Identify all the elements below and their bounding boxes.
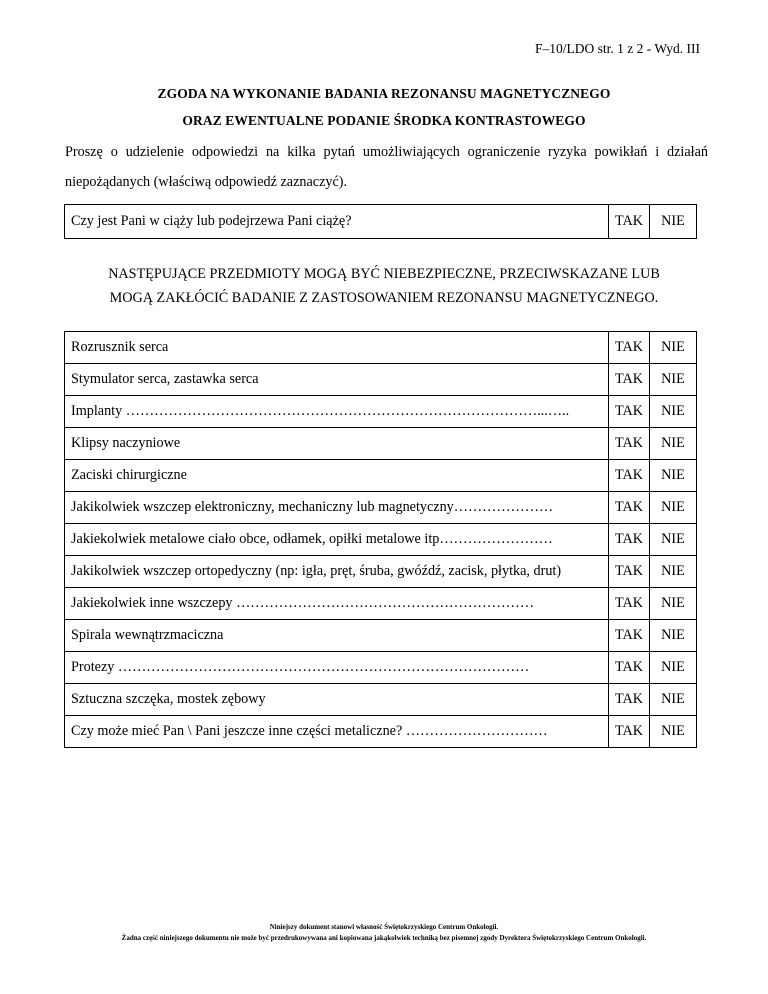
warning-notice [0,262,768,310]
intro-paragraph: Proszę o udzielenie odpowiedzi na kilka pytań umożliwiających ograniczenie ryzyka powikłań i działań niepożądanych (właściwą odpowiedź zaznaczyć). [65,144,708,190]
answer-yes-cell[interactable]: TAK [609,620,650,652]
document-title-line-1: ZGODA NA WYKONANIE BADANIA REZONANSU MAGNETYCZNEGO [157,86,611,101]
answer-yes-cell[interactable]: TAK [609,716,650,748]
answer-no-cell[interactable]: NIE [650,620,697,652]
pregnancy-question-table [64,204,697,239]
answer-no-cell[interactable]: NIE [650,428,697,460]
footer-ownership-note: Niniejszy dokument stanowi własność Świętokrzyskiego Centrum Onkologii. [269,923,499,931]
answer-no-cell[interactable]: NIE [650,364,697,396]
answer-no-cell[interactable]: NIE [650,332,697,364]
item-question-cell: Implanty ……………………………………………………………………………...….. [65,396,609,428]
item-question-cell: Spirala wewnątrzmaciczna [65,620,609,652]
table-row [65,588,697,620]
item-question-cell: Rozrusznik serca [65,332,609,364]
answer-no-cell[interactable]: NIE [650,556,697,588]
answer-yes-cell[interactable]: TAK [609,492,650,524]
item-question-cell: Jakiekolwiek inne wszczepy ……………………………………………………… [65,588,609,620]
answer-yes-cell[interactable]: TAK [609,205,650,239]
question-cell: Czy jest Pani w ciąży lub podejrzewa Pani ciążę? [65,205,609,239]
answer-no-cell[interactable]: NIE [650,205,697,239]
answer-no-cell[interactable]: NIE [650,524,697,556]
item-question-cell: Czy może mieć Pan \ Pani jeszcze inne części metaliczne? ………………………… [65,716,609,748]
table-row [65,524,697,556]
answer-no-cell[interactable]: NIE [650,460,697,492]
answer-yes-cell[interactable]: TAK [609,428,650,460]
footer-copyright-note: Żadna część niniejszego dokumentu nie może być przedrukowywana ani kopiowana jakąkolwiek techniką bez pisemnej zgody Dyrektora Świętokrzyskiego Centrum Onkologii. [121,934,647,942]
item-question-cell: Klipsy naczyniowe [65,428,609,460]
table-row [65,716,697,748]
table-row [65,492,697,524]
warning-line-1: NASTĘPUJĄCE PRZEDMIOTY MOGĄ BYĆ NIEBEZPIECZNE, PRZECIWSKAZANE LUB [108,266,660,282]
item-question-cell: Jakikolwiek wszczep elektroniczny, mechaniczny lub magnetyczny………………… [65,492,609,524]
implant-questionnaire-table [64,331,697,748]
table-row [65,684,697,716]
answer-no-cell[interactable]: NIE [650,396,697,428]
warning-line-2: MOGĄ ZAKŁÓCIĆ BADANIE Z ZASTOSOWANIEM REZONANSU MAGNETYCZNEGO. [109,290,659,306]
answer-yes-cell[interactable]: TAK [609,524,650,556]
item-question-cell: Sztuczna szczęka, mostek zębowy [65,684,609,716]
item-question-cell: Stymulator serca, zastawka serca [65,364,609,396]
page-reference: F–10/LDO str. 1 z 2 - Wyd. III [534,41,700,56]
item-question-cell: Jakikolwiek wszczep ortopedyczny (np: igła, pręt, śruba, gwóźdź, zacisk, płytka, drut) [65,556,609,588]
answer-yes-cell[interactable]: TAK [609,588,650,620]
answer-no-cell[interactable]: NIE [650,652,697,684]
answer-yes-cell[interactable]: TAK [609,364,650,396]
table-row [65,396,697,428]
table-row [65,428,697,460]
answer-no-cell[interactable]: NIE [650,684,697,716]
table-row [65,364,697,396]
item-question-cell: Protezy …………………………………………………………………………… [65,652,609,684]
answer-yes-cell[interactable]: TAK [609,332,650,364]
answer-yes-cell[interactable]: TAK [609,556,650,588]
answer-yes-cell[interactable]: TAK [609,460,650,492]
table-row [65,652,697,684]
answer-no-cell[interactable]: NIE [650,716,697,748]
answer-yes-cell[interactable]: TAK [609,684,650,716]
table-row [65,620,697,652]
table-row [65,556,697,588]
answer-no-cell[interactable]: NIE [650,588,697,620]
answer-yes-cell[interactable]: TAK [609,396,650,428]
table-row [65,460,697,492]
document-title-line-2: ORAZ EWENTUALNE PODANIE ŚRODKA KONTRASTOWEGO [182,113,586,128]
item-question-cell: Zaciski chirurgiczne [65,460,609,492]
item-question-cell: Jakiekolwiek metalowe ciało obce, odłamek, opiłki metalowe itp…………………… [65,524,609,556]
table-row [65,205,697,239]
answer-yes-cell[interactable]: TAK [609,652,650,684]
table-row [65,332,697,364]
answer-no-cell[interactable]: NIE [650,492,697,524]
